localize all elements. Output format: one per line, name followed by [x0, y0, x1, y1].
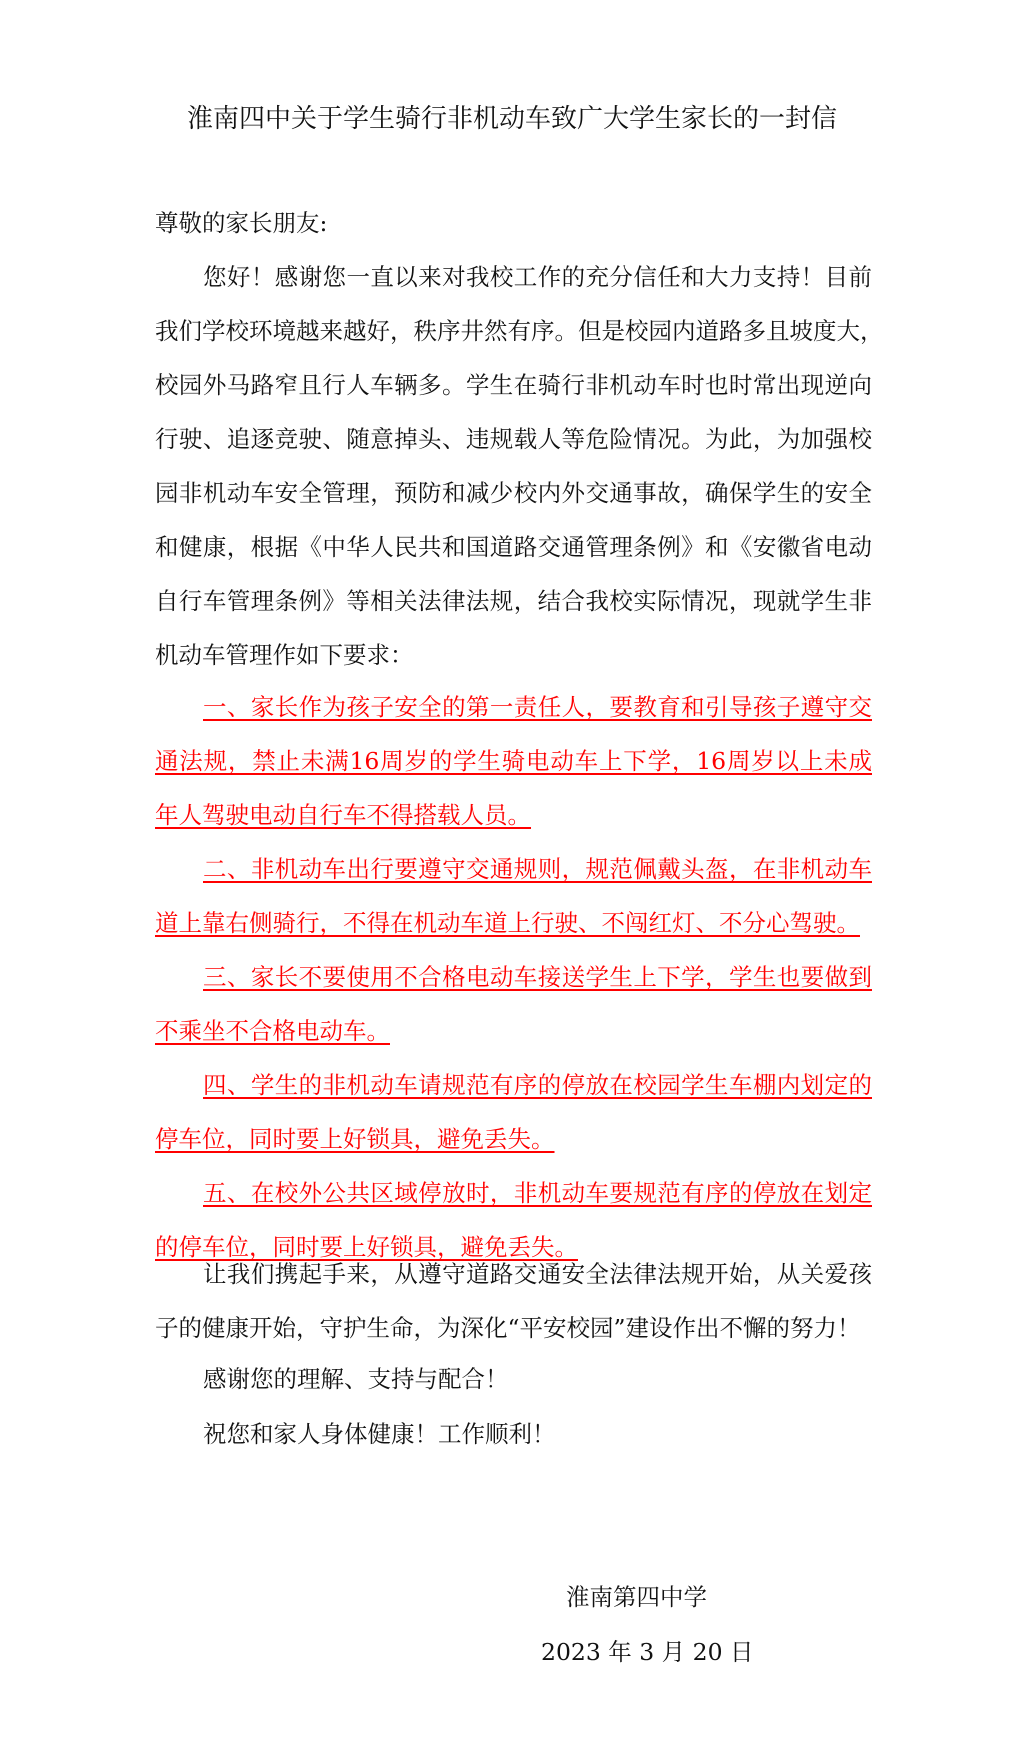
line-text: 五、在校外公共区域停放时，非机动车要规范有序的停放在划定 [203, 1179, 872, 1207]
line-text: 一、家长作为孩子安全的第一责任人，要教育和引导孩子遵守交 [203, 693, 872, 721]
requirement-line [155, 907, 872, 939]
line-text: 自行车管理条例》等相关法律法规，结合我校实际情况，现就学生非 [155, 587, 872, 615]
paragraph-line [155, 1258, 872, 1290]
requirement-line [155, 745, 872, 777]
paragraph-line [155, 639, 872, 671]
signature-date: 2023 年 3 月 20 日 [541, 1638, 754, 1666]
line-text: 的停车位，同时要上好锁具，避免丢失。 [155, 1233, 578, 1261]
paragraph-line [155, 369, 872, 401]
line-text: 通法规，禁止未满16周岁的学生骑电动车上下学，16周岁以上未成 [155, 747, 872, 775]
line-text: 机动车管理作如下要求： [155, 641, 414, 669]
line-text: 园非机动车安全管理，预防和减少校内外交通事故，确保学生的安全 [155, 479, 872, 507]
paragraph-line [155, 585, 872, 617]
line-text: 您好！感谢您一直以来对我校工作的充分信任和大力支持！目前 [203, 263, 872, 291]
paragraph-line [155, 423, 872, 455]
line-text: 祝您和家人身体健康！工作顺利！ [203, 1420, 556, 1448]
line-text: 年人驾驶电动自行车不得搭载人员。 [155, 801, 531, 829]
line-text: 校园外马路窄且行人车辆多。学生在骑行非机动车时也时常出现逆向 [155, 371, 872, 399]
signature-school: 淮南第四中学 [566, 1583, 707, 1611]
requirement-line [155, 1069, 872, 1101]
requirement-line [155, 1123, 872, 1155]
line-text: 二、非机动车出行要遵守交通规则，规范佩戴头盔，在非机动车 [203, 855, 872, 883]
requirement-line [155, 799, 872, 831]
requirement-line [155, 691, 872, 723]
line-text: 我们学校环境越来越好，秩序井然有序。但是校园内道路多且坡度大， [155, 317, 884, 345]
line-text: 停车位，同时要上好锁具，避免丢失。 [155, 1125, 555, 1153]
requirement-line [155, 961, 872, 993]
letter-title: 淮南四中关于学生骑行非机动车致广大学生家长的一封信 [186, 104, 837, 134]
line-text: 不乘坐不合格电动车。 [155, 1017, 390, 1045]
paragraph-line [155, 1363, 872, 1395]
line-text: 子的健康开始，守护生命，为深化“平安校园”建设作出不懈的努力！ [155, 1314, 861, 1342]
salutation: 尊敬的家长朋友: [155, 209, 328, 237]
requirement-line [155, 1177, 872, 1209]
requirement-line [155, 1015, 872, 1047]
paragraph-line [155, 261, 872, 293]
paragraph-line [155, 1418, 872, 1450]
line-text: 感谢您的理解、支持与配合！ [203, 1365, 509, 1393]
paragraph-line [155, 1312, 872, 1344]
paragraph-line [155, 315, 884, 347]
line-text: 行驶、追逐竞驶、随意掉头、违规载人等危险情况。为此，为加强校 [155, 425, 872, 453]
line-text: 道上靠右侧骑行，不得在机动车道上行驶、不闯红灯、不分心驾驶。 [155, 909, 860, 937]
line-text: 四、学生的非机动车请规范有序的停放在校园学生车棚内划定的 [203, 1071, 872, 1099]
line-text: 让我们携起手来，从遵守道路交通安全法律法规开始，从关爱孩 [203, 1260, 872, 1288]
paragraph-line [155, 477, 872, 509]
requirement-line [155, 853, 872, 885]
paragraph-line [155, 531, 872, 563]
line-text: 三、家长不要使用不合格电动车接送学生上下学，学生也要做到 [203, 963, 872, 991]
line-text: 和健康，根据《中华人民共和国道路交通管理条例》和《安徽省电动 [155, 533, 872, 561]
